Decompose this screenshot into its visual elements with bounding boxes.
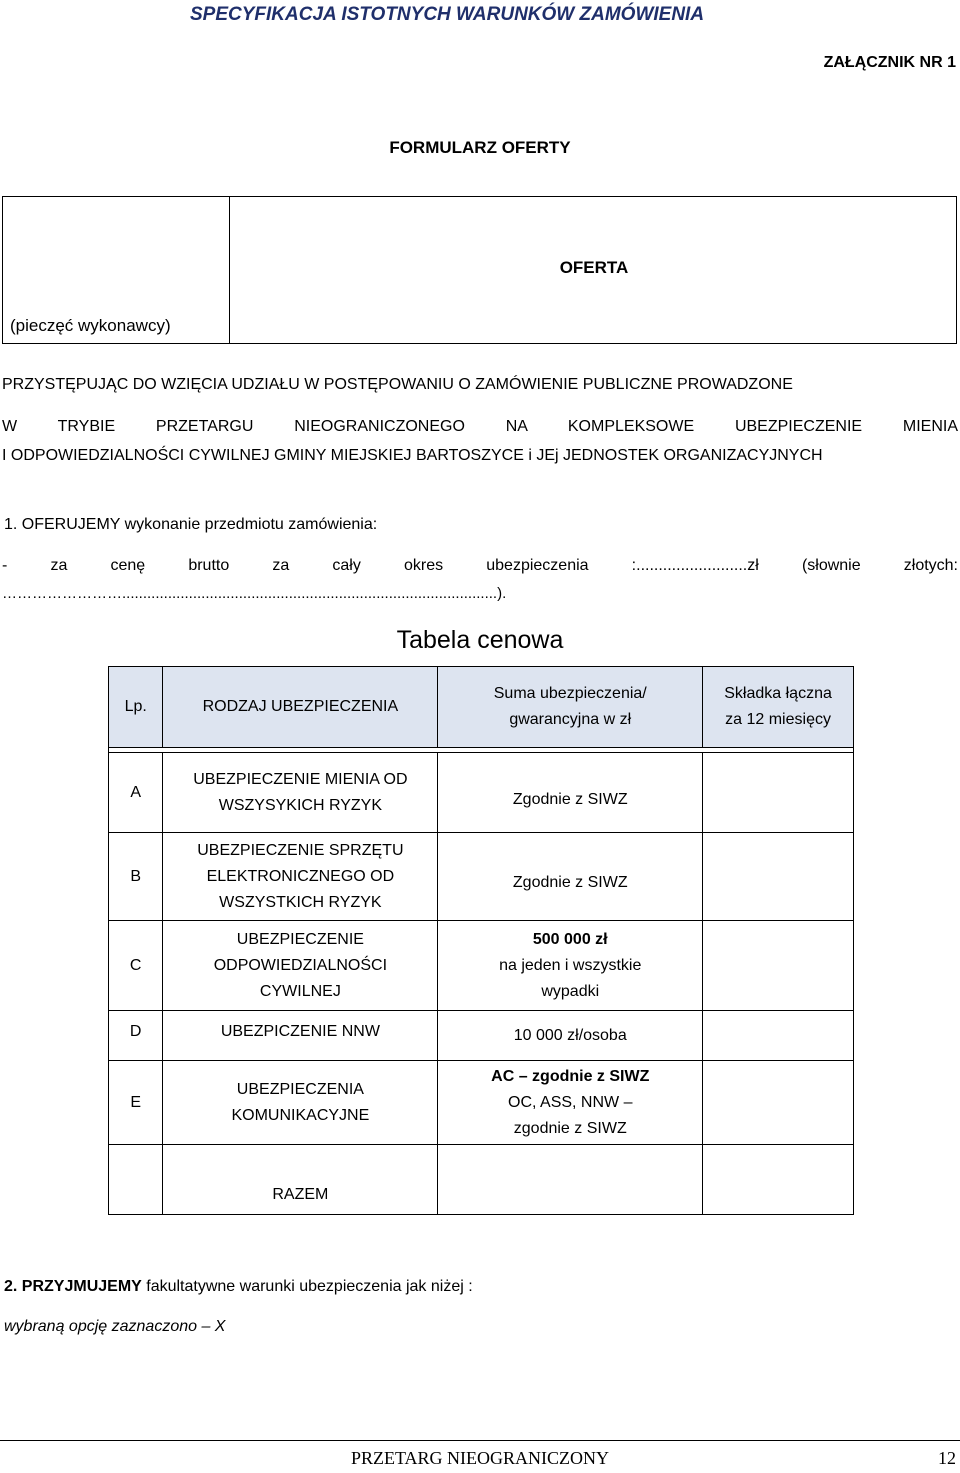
row-suma-line: 500 000 zł <box>532 930 608 948</box>
row-suma <box>438 833 703 921</box>
footer-divider <box>0 1440 960 1441</box>
row-suma-line: Zgodnie z SIWZ <box>512 790 628 808</box>
row-skladka-empty[interactable] <box>703 921 854 1011</box>
header-skladka <box>703 667 854 748</box>
table-row <box>109 921 854 1011</box>
row-rodzaj-line: KOMUNIKACYJNE <box>231 1106 370 1124</box>
row-rodzaj-line: CYWILNEJ <box>259 982 341 1000</box>
total-skladka-empty[interactable] <box>703 1145 854 1215</box>
table-total-row <box>109 1145 854 1215</box>
row-lp: A <box>109 753 163 833</box>
row-suma-line: 10 000 zł/osoba <box>513 1026 627 1044</box>
row-suma <box>438 1011 703 1061</box>
row-rodzaj <box>163 753 438 833</box>
section-2-heading <box>4 1278 473 1296</box>
row-suma-line: zgodnie z SIWZ <box>513 1119 627 1137</box>
row-rodzaj-line: UBEZPIECZENIE SPRZĘTU <box>197 841 404 859</box>
total-lp-empty <box>109 1145 163 1215</box>
row-skladka-empty[interactable] <box>703 1011 854 1061</box>
row-suma-line: Zgodnie z SIWZ <box>512 873 628 891</box>
header-rodzaj: RODZAJ UBEZPIECZENIA <box>163 667 438 748</box>
row-suma-line: na jeden i wszystkie <box>499 956 642 974</box>
header-skladka-line-1: Składka łączna <box>724 685 832 702</box>
header-suma-line-2: gwarancyjna w zł <box>509 711 632 728</box>
table-header-row <box>109 667 854 748</box>
document-header-title: SPECYFIKACJA ISTOTNYCH WARUNKÓW ZAMÓWIENIA <box>190 4 705 25</box>
row-rodzaj-line: WSZYSYKICH RYZYK <box>218 796 383 814</box>
table-title: Tabela cenowa <box>396 626 564 654</box>
row-skladka-empty[interactable] <box>703 1061 854 1145</box>
row-rodzaj-line: ELEKTRONICZNEGO OD <box>206 867 395 885</box>
row-rodzaj-line: WSZYSTKICH RYZYK <box>219 893 382 911</box>
header-skladka-line-2: za 12 miesięcy <box>725 711 831 728</box>
row-rodzaj <box>163 1061 438 1145</box>
row-rodzaj-line: UBEZPIECZENIE MIENIA OD <box>193 770 408 788</box>
table-row <box>109 1061 854 1145</box>
row-suma-line: AC – zgodnie z SIWZ <box>491 1067 650 1085</box>
row-rodzaj-line: UBEZPIECZENIE <box>236 930 364 948</box>
section-2-heading-rest: fakultatywne warunki ubezpieczenia jak niżej : <box>141 1278 473 1295</box>
total-suma-empty <box>438 1145 703 1215</box>
table-row <box>109 1011 854 1061</box>
price-table <box>108 666 854 1215</box>
row-rodzaj-line: UBEZPIECZENIA <box>236 1080 364 1098</box>
form-title: FORMULARZ OFERTY <box>389 138 571 157</box>
offer-label: OFERTA <box>559 258 629 277</box>
table-row <box>109 833 854 921</box>
table-row <box>109 753 854 833</box>
row-lp: B <box>109 833 163 921</box>
annex-number: ZAŁĄCZNIK NR 1 <box>823 54 956 71</box>
price-line: - za cenę brutto za cały okres ubezpieczenia :.........................zł (słownie złotych: <box>2 557 958 574</box>
row-lp: C <box>109 921 163 1011</box>
row-rodzaj <box>163 833 438 921</box>
row-suma-line: wypadki <box>541 982 600 1000</box>
row-suma <box>438 753 703 833</box>
footer-text: PRZETARG NIEOGRANICZONY <box>350 1448 610 1468</box>
intro-line-2: W TRYBIE PRZETARGU NIEOGRANICZONEGO NA KOMPLEKSOWE UBEZPIECZENIE MIENIA <box>2 418 958 435</box>
stamp-label: (pieczęć wykonawcy) <box>10 316 171 335</box>
row-skladka-empty[interactable] <box>703 753 854 833</box>
row-suma-line: OC, ASS, NNW – <box>508 1093 633 1111</box>
row-rodzaj <box>163 1011 438 1061</box>
row-suma <box>438 921 703 1011</box>
intro-line-3: I ODPOWIEDZIALNOŚCI CYWILNEJ GMINY MIEJSKIEJ BARTOSZYCE i JEj JEDNOSTEK ORGANIZACYJNYCH <box>2 447 823 464</box>
row-lp: E <box>109 1061 163 1145</box>
section-1-heading: 1. OFERUJEMY wykonanie przedmiotu zamówienia: <box>4 516 378 533</box>
row-rodzaj-line: UBEZPICZENIE NNW <box>220 1023 380 1040</box>
header-suma-line-1: Suma ubezpieczenia/ <box>493 685 647 702</box>
price-words-line: ……………………..........................................................................................). <box>2 585 507 602</box>
row-lp: D <box>109 1011 163 1061</box>
total-label: RAZEM <box>163 1145 438 1215</box>
section-2-heading-bold: 2. PRZYJMUJEMY <box>4 1278 142 1295</box>
header-suma <box>438 667 703 748</box>
header-lp: Lp. <box>109 667 163 748</box>
row-skladka-empty[interactable] <box>703 833 854 921</box>
page-number: 12 <box>938 1448 956 1468</box>
row-rodzaj-line: ODPOWIEDZIALNOŚCI <box>213 956 388 974</box>
row-suma <box>438 1061 703 1145</box>
row-rodzaj <box>163 921 438 1011</box>
intro-line-1: PRZYSTĘPUJĄC DO WZIĘCIA UDZIAŁU W POSTĘPOWANIU O ZAMÓWIENIE PUBLICZNE PROWADZONE <box>2 376 793 393</box>
section-2-note: wybraną opcję zaznaczono – X <box>4 1318 226 1335</box>
